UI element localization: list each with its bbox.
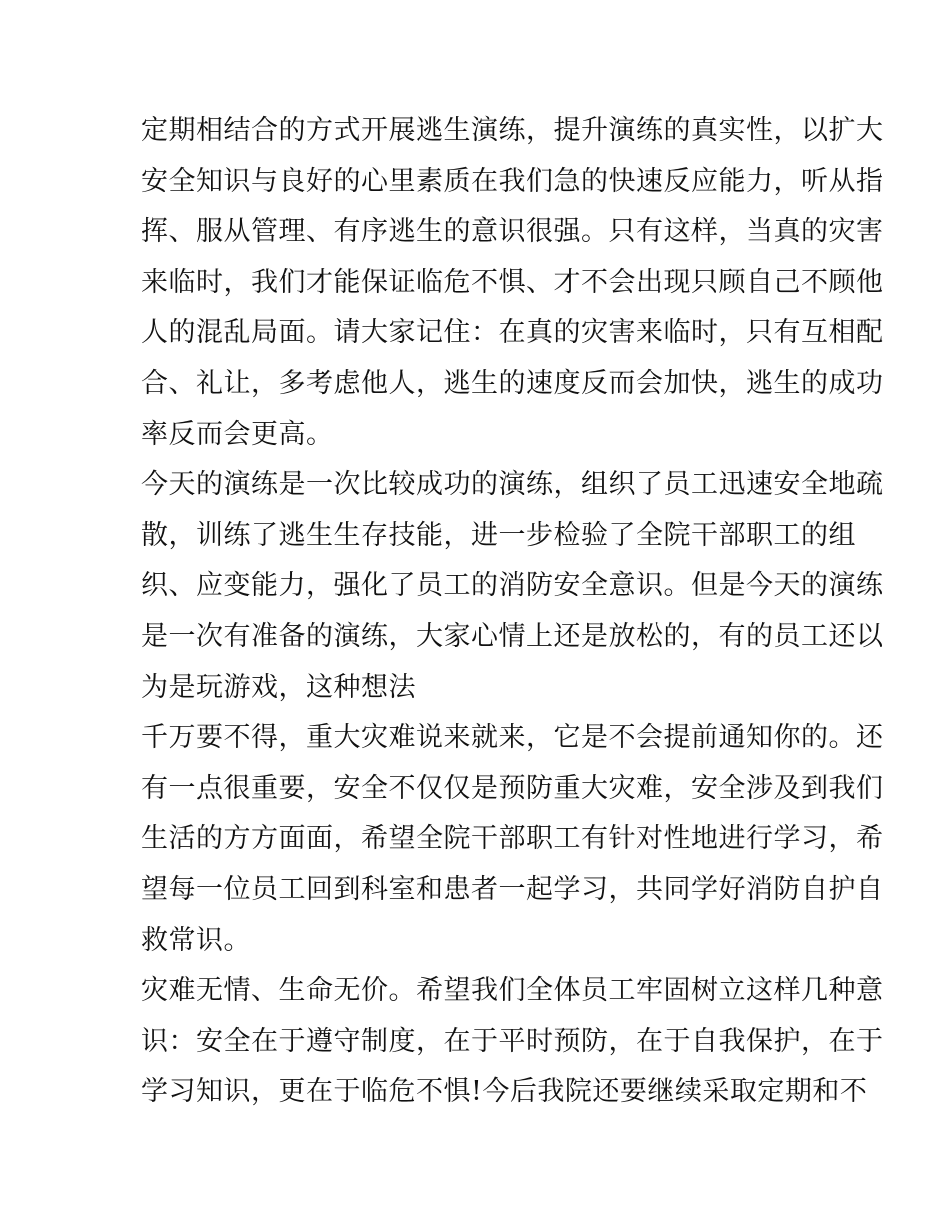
text-line: 挥、服从管理、有序逃生的意识很强。只有这样，当真的灾害 — [141, 216, 884, 248]
text-line: 是一次有准备的演练，大家心情上还是放松的，有的员工还以 — [141, 620, 884, 652]
body-text — [141, 106, 884, 1118]
text-line: 千万要不得，重大灾难说来就来，它是不会提前通知你的。还 — [141, 722, 884, 754]
text-line: 灾难无情、生命无价。希望我们全体员工牢固树立这样几种意 — [141, 975, 884, 1007]
text-line: 率反而会更高。 — [141, 418, 334, 450]
text-line: 救常识。 — [141, 924, 251, 956]
text-line: 有一点很重要，安全不仅仅是预防重大灾难，安全涉及到我们 — [141, 772, 884, 804]
text-line: 定期相结合的方式开展逃生演练，提升演练的真实性，以扩大 — [141, 115, 884, 146]
text-line: 为是玩游戏，这种想法 — [141, 671, 416, 703]
text-line: 望每一位员工回到科室和患者一起学习，共同学好消防自护自 — [141, 873, 884, 905]
text-line: 散，训练了逃生生存技能，进一步检验了全院干部职工的组 — [141, 519, 856, 551]
text-line: 学习知识，更在于临危不惧!今后我院还要继续采取定期和不 — [141, 1076, 868, 1108]
text-line: 织、应变能力，强化了员工的消防安全意识。但是今天的演练 — [141, 570, 884, 602]
text-line: 来临时，我们才能保证临危不惧、才不会出现只顾自己不顾他 — [141, 266, 884, 298]
text-line: 合、礼让，多考虑他人，逃生的速度反而会加快，逃生的成功 — [141, 367, 884, 399]
text-line: 安全知识与良好的心里素质在我们急的快速反应能力，听从指 — [141, 165, 884, 197]
text-line: 生活的方方面面，希望全院干部职工有针对性地进行学习，希 — [141, 823, 884, 855]
text-line: 人的混乱局面。请大家记住：在真的灾害来临时，只有互相配 — [141, 317, 884, 349]
text-line: 识：安全在于遵守制度，在于平时预防，在于自我保护，在于 — [141, 1025, 884, 1057]
text-line: 今天的演练是一次比较成功的演练，组织了员工迅速安全地疏 — [141, 469, 884, 501]
